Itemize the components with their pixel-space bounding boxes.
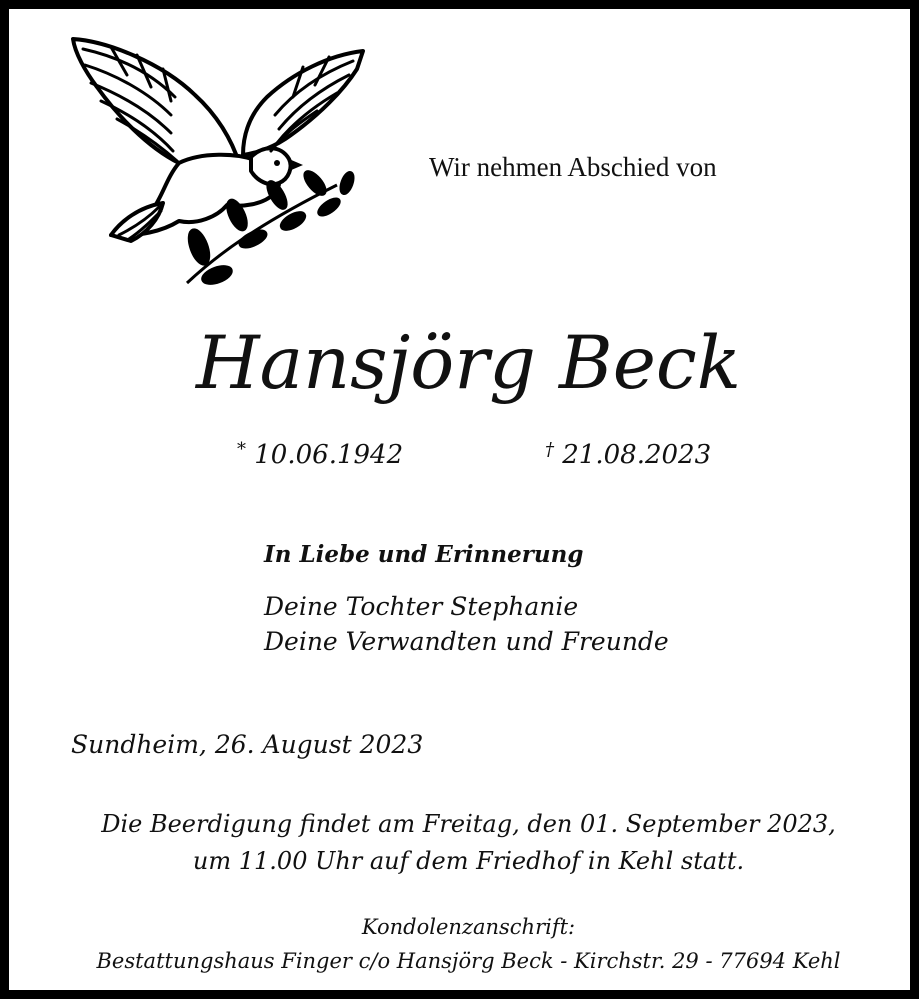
deceased-name: Hansjörg Beck (195, 321, 742, 406)
lead-line: Wir nehmen Abschied von (429, 152, 717, 182)
condolence-label: Kondolenzanschrift: (361, 915, 576, 939)
funeral-info-line: Die Beerdigung findet am Freitag, den 01. September 2023, (101, 810, 836, 838)
funeral-info-line: um 11.00 Uhr auf dem Friedhof in Kehl statt. (192, 847, 745, 875)
death-symbol: † (545, 439, 554, 460)
mourner-line: Deine Tochter Stephanie (264, 592, 579, 621)
birth-symbol: * (237, 439, 246, 460)
death-date-line (545, 439, 711, 470)
condolence-address: Bestattungshaus Finger c/o Hansjörg Beck - Kirchstr. 29 - 77694 Kehl (96, 949, 841, 973)
death-date: 21.08.2023 (562, 440, 712, 470)
birth-date: 10.06.1942 (254, 440, 404, 470)
birth-date-line (237, 439, 403, 470)
place-date: Sundheim, 26. August 2023 (71, 730, 424, 759)
mourner-line: Deine Verwandten und Freunde (264, 627, 669, 656)
dove-with-olive-branch-icon (67, 35, 367, 287)
memory-title: In Liebe und Erinnerung (264, 541, 584, 568)
